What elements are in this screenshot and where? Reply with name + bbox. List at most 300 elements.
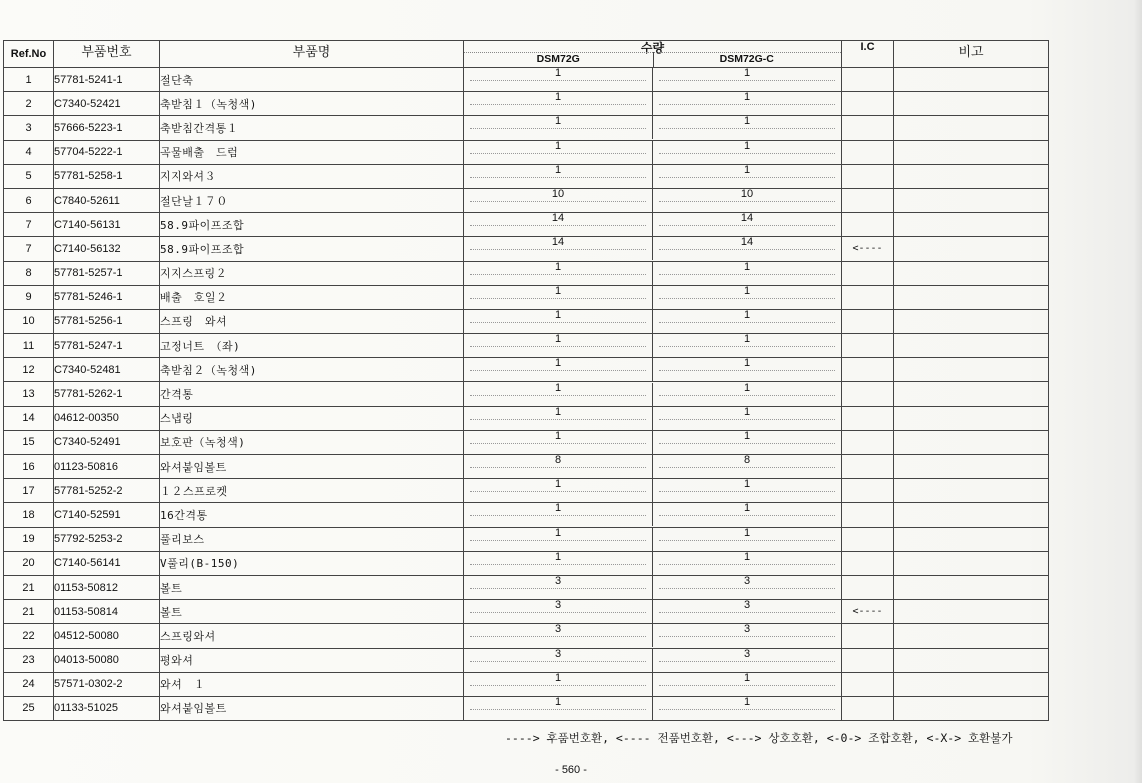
qty-dsm72g-c-cell (653, 552, 842, 575)
qty-dsm72g-c: 14 (740, 237, 754, 249)
header-ic: I.C (842, 41, 894, 68)
header-part-number: 부품번호 (54, 41, 160, 68)
part-name-cell: 지지와셔３ (160, 164, 464, 188)
qty-dsm72g-cell (464, 503, 653, 526)
ref-no-cell: 13 (4, 382, 54, 406)
quantity-cell (464, 309, 842, 333)
part-number-cell: 01153-50814 (54, 600, 160, 624)
remarks-cell (894, 68, 1049, 92)
part-name-cell: １２스프로켓 (160, 479, 464, 503)
ref-no-cell: 3 (4, 116, 54, 140)
table-row (4, 213, 1049, 237)
qty-dsm72g: 1 (554, 382, 562, 394)
qty-dsm72g-cell (464, 141, 653, 164)
quantity-cell (464, 406, 842, 430)
part-name-cell: 간격통 (160, 382, 464, 406)
qty-dsm72g-c: 10 (740, 189, 754, 201)
qty-dsm72g-c-cell (653, 383, 842, 406)
qty-dsm72g: 1 (554, 406, 562, 418)
ref-no-cell: 11 (4, 334, 54, 358)
part-name-cell: 축받침１（녹청색) (160, 92, 464, 116)
qty-dsm72g: 1 (554, 503, 562, 515)
ic-cell (842, 672, 894, 696)
part-name-cell: 와셔붙임볼트 (160, 455, 464, 479)
table-row (4, 600, 1049, 624)
part-number-cell: C7340-52421 (54, 92, 160, 116)
table-row (4, 309, 1049, 333)
part-number-cell: C7140-56141 (54, 551, 160, 575)
qty-dsm72g-c: 1 (743, 334, 751, 346)
part-number-cell: C7340-52481 (54, 358, 160, 382)
qty-dsm72g-c-cell (653, 503, 842, 526)
quantity-cell (464, 237, 842, 261)
part-name-cell: 절단축 (160, 68, 464, 92)
remarks-cell (894, 164, 1049, 188)
qty-dsm72g: 1 (554, 164, 562, 176)
qty-dsm72g: 1 (554, 309, 562, 321)
qty-dsm72g: 1 (554, 334, 562, 346)
page-number: - 560 - (555, 764, 587, 776)
ic-cell (842, 140, 894, 164)
qty-dsm72g-cell (464, 286, 653, 309)
ref-no-cell: 22 (4, 624, 54, 648)
part-number-cell: 04512-50080 (54, 624, 160, 648)
part-number-cell: C7340-52491 (54, 430, 160, 454)
table-row (4, 68, 1049, 92)
qty-dsm72g-c: 1 (743, 164, 751, 176)
table-row (4, 382, 1049, 406)
ref-no-cell: 7 (4, 237, 54, 261)
part-name-cell: 58.9파이프조합 (160, 237, 464, 261)
quantity-cell (464, 164, 842, 188)
table-row (4, 285, 1049, 309)
remarks-cell (894, 430, 1049, 454)
ref-no-cell: 7 (4, 213, 54, 237)
ic-cell (842, 551, 894, 575)
qty-dsm72g: 8 (554, 455, 562, 467)
ic-cell (842, 334, 894, 358)
remarks-cell (894, 358, 1049, 382)
part-number-cell: 57781-5241-1 (54, 68, 160, 92)
part-name-cell: 배출 호일２ (160, 285, 464, 309)
ref-no-cell: 16 (4, 455, 54, 479)
qty-dsm72g-cell (464, 649, 653, 672)
part-name-cell: 볼트 (160, 600, 464, 624)
ref-no-cell: 4 (4, 140, 54, 164)
header-quantity (464, 41, 842, 68)
part-number-cell: C7840-52611 (54, 188, 160, 212)
qty-dsm72g-c: 1 (743, 430, 751, 442)
part-name-cell: 와셔 １ (160, 672, 464, 696)
qty-dsm72g-c-cell (653, 600, 842, 623)
table-row (4, 430, 1049, 454)
table-row (4, 164, 1049, 188)
remarks-cell (894, 188, 1049, 212)
ic-cell (842, 309, 894, 333)
qty-dsm72g: 1 (554, 358, 562, 370)
qty-dsm72g-c-cell (653, 334, 842, 357)
ref-no-cell: 9 (4, 285, 54, 309)
qty-dsm72g-cell (464, 673, 653, 696)
ref-no-cell: 18 (4, 503, 54, 527)
part-name-cell: 스프링 와셔 (160, 309, 464, 333)
interchangeability-legend: ----> 후품번호환, <---- 전품번호환, <---> 상호호환, <-0-> 조합호환, <-X-> 호환불가 (505, 731, 1013, 745)
qty-dsm72g: 1 (554, 696, 562, 708)
part-number-cell: 57781-5247-1 (54, 334, 160, 358)
ref-no-cell: 1 (4, 68, 54, 92)
quantity-cell (464, 334, 842, 358)
parts-table (3, 40, 1049, 721)
ic-cell (842, 696, 894, 720)
quantity-cell (464, 213, 842, 237)
part-number-cell: C7140-56132 (54, 237, 160, 261)
qty-dsm72g-c: 1 (743, 503, 751, 515)
qty-dsm72g-c-cell (653, 165, 842, 188)
ic-cell (842, 455, 894, 479)
ref-no-cell: 14 (4, 406, 54, 430)
qty-dsm72g-c: 3 (743, 624, 751, 636)
qty-dsm72g-cell (464, 358, 653, 381)
qty-dsm72g-c: 1 (743, 309, 751, 321)
qty-dsm72g-c-cell (653, 310, 842, 333)
ic-cell (842, 285, 894, 309)
qty-dsm72g-c: 14 (740, 213, 754, 225)
qty-dsm72g-c-cell (653, 189, 842, 212)
table-row (4, 527, 1049, 551)
part-name-cell: 풀리보스 (160, 527, 464, 551)
qty-dsm72g-c-cell (653, 697, 842, 720)
part-number-cell: 57666-5223-1 (54, 116, 160, 140)
header-ref-no: Ref.No (4, 41, 54, 68)
ic-cell (842, 213, 894, 237)
quantity-cell (464, 140, 842, 164)
quantity-cell (464, 479, 842, 503)
qty-dsm72g: 1 (554, 672, 562, 684)
ref-no-cell: 6 (4, 188, 54, 212)
quantity-cell (464, 455, 842, 479)
quantity-cell (464, 624, 842, 648)
qty-dsm72g: 14 (551, 213, 565, 225)
ic-cell (842, 116, 894, 140)
ic-cell: <---- (842, 600, 894, 624)
qty-dsm72g-c-cell (653, 407, 842, 430)
quantity-cell (464, 358, 842, 382)
table-row (4, 261, 1049, 285)
quantity-cell (464, 116, 842, 140)
qty-dsm72g-c-cell (653, 92, 842, 115)
part-number-cell: C7140-52591 (54, 503, 160, 527)
qty-dsm72g-cell (464, 528, 653, 551)
qty-dsm72g-cell (464, 262, 653, 285)
qty-dsm72g-cell (464, 237, 653, 260)
remarks-cell (894, 503, 1049, 527)
qty-dsm72g-c-cell (653, 286, 842, 309)
remarks-cell (894, 527, 1049, 551)
table-row (4, 116, 1049, 140)
quantity-cell (464, 261, 842, 285)
qty-dsm72g-c: 8 (743, 455, 751, 467)
remarks-cell (894, 140, 1049, 164)
remarks-cell (894, 696, 1049, 720)
ic-cell (842, 430, 894, 454)
table-row (4, 648, 1049, 672)
header-model-dsm72g-c: DSM72G-C (719, 53, 774, 65)
qty-dsm72g-c-cell (653, 576, 842, 599)
qty-dsm72g-c: 1 (743, 140, 751, 152)
table-row (4, 455, 1049, 479)
ref-no-cell: 12 (4, 358, 54, 382)
table-row (4, 334, 1049, 358)
qty-dsm72g: 3 (554, 648, 562, 660)
qty-dsm72g-c-cell (653, 479, 842, 502)
qty-dsm72g-cell (464, 189, 653, 212)
remarks-cell (894, 551, 1049, 575)
ic-cell (842, 624, 894, 648)
qty-dsm72g-c: 1 (743, 261, 751, 273)
qty-dsm72g: 1 (554, 430, 562, 442)
remarks-cell (894, 285, 1049, 309)
ref-no-cell: 23 (4, 648, 54, 672)
part-name-cell: 평와셔 (160, 648, 464, 672)
table-row (4, 624, 1049, 648)
quantity-cell (464, 68, 842, 92)
table-row (4, 358, 1049, 382)
qty-dsm72g: 1 (554, 140, 562, 152)
qty-dsm72g-cell (464, 624, 653, 647)
part-name-cell: 스프링와셔 (160, 624, 464, 648)
ref-no-cell: 5 (4, 164, 54, 188)
ref-no-cell: 19 (4, 527, 54, 551)
quantity-cell (464, 382, 842, 406)
remarks-cell (894, 261, 1049, 285)
part-name-cell: V풀리(B-150) (160, 551, 464, 575)
part-number-cell: 04612-00350 (54, 406, 160, 430)
remarks-cell (894, 309, 1049, 333)
qty-dsm72g-cell (464, 92, 653, 115)
qty-dsm72g-c-cell (653, 649, 842, 672)
table-row (4, 188, 1049, 212)
qty-dsm72g-c: 1 (743, 285, 751, 297)
part-name-cell: 축받침２（녹청색) (160, 358, 464, 382)
part-number-cell: 57781-5252-2 (54, 479, 160, 503)
quantity-cell (464, 696, 842, 720)
part-number-cell: 57571-0302-2 (54, 672, 160, 696)
qty-dsm72g-c-cell (653, 141, 842, 164)
part-name-cell: 와셔붙임볼트 (160, 696, 464, 720)
qty-dsm72g: 3 (554, 576, 562, 588)
ic-cell: <---- (842, 237, 894, 261)
remarks-cell (894, 237, 1049, 261)
qty-dsm72g-cell (464, 407, 653, 430)
qty-dsm72g-cell (464, 431, 653, 454)
qty-dsm72g: 3 (554, 600, 562, 612)
table-row (4, 237, 1049, 261)
quantity-cell (464, 285, 842, 309)
remarks-cell (894, 600, 1049, 624)
qty-dsm72g-c: 1 (743, 672, 751, 684)
qty-dsm72g-c: 1 (743, 382, 751, 394)
qty-dsm72g-c-cell (653, 262, 842, 285)
part-number-cell: 01123-50816 (54, 455, 160, 479)
header-model-dsm72g: DSM72G (536, 53, 580, 65)
quantity-cell (464, 575, 842, 599)
qty-dsm72g: 1 (554, 261, 562, 273)
qty-dsm72g-c: 1 (743, 551, 751, 563)
ref-no-cell: 21 (4, 600, 54, 624)
ic-cell (842, 382, 894, 406)
qty-dsm72g-cell (464, 479, 653, 502)
qty-dsm72g-c-cell (653, 213, 842, 236)
ref-no-cell: 10 (4, 309, 54, 333)
remarks-cell (894, 334, 1049, 358)
remarks-cell (894, 382, 1049, 406)
qty-dsm72g: 1 (554, 551, 562, 563)
part-number-cell: 57781-5256-1 (54, 309, 160, 333)
qty-dsm72g-c: 1 (743, 696, 751, 708)
ref-no-cell: 24 (4, 672, 54, 696)
part-number-cell: 57781-5258-1 (54, 164, 160, 188)
part-number-cell: 01153-50812 (54, 575, 160, 599)
part-name-cell: 16간격통 (160, 503, 464, 527)
qty-dsm72g-cell (464, 552, 653, 575)
quantity-cell (464, 648, 842, 672)
remarks-cell (894, 116, 1049, 140)
ic-cell (842, 261, 894, 285)
part-name-cell: 지지스프링２ (160, 261, 464, 285)
qty-dsm72g-c: 3 (743, 600, 751, 612)
header-part-name: 부품명 (160, 41, 464, 68)
remarks-cell (894, 624, 1049, 648)
qty-dsm72g-c: 1 (743, 406, 751, 418)
ic-cell (842, 648, 894, 672)
qty-dsm72g-cell (464, 310, 653, 333)
qty-dsm72g-cell (464, 576, 653, 599)
qty-dsm72g-cell (464, 116, 653, 139)
ref-no-cell: 8 (4, 261, 54, 285)
qty-dsm72g-c: 1 (743, 358, 751, 370)
part-name-cell: 곡물배출 드럼 (160, 140, 464, 164)
qty-dsm72g-c-cell (653, 431, 842, 454)
qty-dsm72g-cell (464, 383, 653, 406)
table-header-row (4, 41, 1049, 68)
qty-dsm72g: 1 (554, 285, 562, 297)
qty-dsm72g: 10 (551, 189, 565, 201)
ref-no-cell: 17 (4, 479, 54, 503)
qty-dsm72g-c: 3 (743, 648, 751, 660)
quantity-cell (464, 600, 842, 624)
qty-dsm72g-c-cell (653, 624, 842, 647)
part-number-cell: 57781-5262-1 (54, 382, 160, 406)
remarks-cell (894, 575, 1049, 599)
ic-cell (842, 479, 894, 503)
ref-no-cell: 20 (4, 551, 54, 575)
header-quantity-label: 수량 (640, 41, 665, 55)
quantity-cell (464, 551, 842, 575)
part-number-cell: 57781-5257-1 (54, 261, 160, 285)
ref-no-cell: 2 (4, 92, 54, 116)
qty-dsm72g: 14 (551, 237, 565, 249)
ref-no-cell: 15 (4, 430, 54, 454)
part-number-cell: 04013-50080 (54, 648, 160, 672)
part-name-cell: 58.9파이프조합 (160, 213, 464, 237)
table-row (4, 479, 1049, 503)
qty-dsm72g-c: 1 (743, 92, 751, 104)
part-number-cell: 01133-51025 (54, 696, 160, 720)
table-row (4, 696, 1049, 720)
qty-dsm72g-c: 1 (743, 527, 751, 539)
qty-dsm72g: 1 (554, 479, 562, 491)
ic-cell (842, 164, 894, 188)
qty-dsm72g: 3 (554, 624, 562, 636)
ic-cell (842, 406, 894, 430)
qty-dsm72g-cell (464, 334, 653, 357)
remarks-cell (894, 455, 1049, 479)
qty-dsm72g: 1 (554, 527, 562, 539)
remarks-cell (894, 406, 1049, 430)
qty-dsm72g-cell (464, 600, 653, 623)
ic-cell (842, 527, 894, 551)
ic-cell (842, 575, 894, 599)
quantity-cell (464, 503, 842, 527)
ic-cell (842, 92, 894, 116)
quantity-cell (464, 527, 842, 551)
qty-dsm72g-c: 3 (743, 576, 751, 588)
ic-cell (842, 68, 894, 92)
qty-dsm72g-c-cell (653, 455, 842, 478)
ic-cell (842, 503, 894, 527)
qty-dsm72g: 1 (554, 68, 562, 80)
part-number-cell: 57792-5253-2 (54, 527, 160, 551)
quantity-cell (464, 92, 842, 116)
qty-dsm72g: 1 (554, 116, 562, 128)
header-remarks: 비고 (894, 41, 1049, 68)
qty-dsm72g-c-cell (653, 358, 842, 381)
ref-no-cell: 21 (4, 575, 54, 599)
remarks-cell (894, 479, 1049, 503)
qty-dsm72g-c-cell (653, 68, 842, 91)
ic-cell (842, 358, 894, 382)
part-number-cell: 57704-5222-1 (54, 140, 160, 164)
part-number-cell: 57781-5246-1 (54, 285, 160, 309)
ref-no-cell: 25 (4, 696, 54, 720)
quantity-cell (464, 188, 842, 212)
qty-dsm72g-c-cell (653, 673, 842, 696)
quantity-cell (464, 430, 842, 454)
table-row (4, 92, 1049, 116)
part-name-cell: 절단날１７０ (160, 188, 464, 212)
part-name-cell: 보호판（녹청색) (160, 430, 464, 454)
table-row (4, 672, 1049, 696)
qty-dsm72g-c-cell (653, 528, 842, 551)
part-name-cell: 볼트 (160, 575, 464, 599)
qty-dsm72g-cell (464, 68, 653, 91)
remarks-cell (894, 213, 1049, 237)
qty-dsm72g-cell (464, 213, 653, 236)
table-row (4, 575, 1049, 599)
table-row (4, 503, 1049, 527)
table-row (4, 140, 1049, 164)
remarks-cell (894, 672, 1049, 696)
part-name-cell: 고정너트 （좌) (160, 334, 464, 358)
qty-dsm72g-c: 1 (743, 116, 751, 128)
qty-dsm72g-cell (464, 455, 653, 478)
qty-dsm72g-c-cell (653, 237, 842, 260)
qty-dsm72g-c: 1 (743, 479, 751, 491)
table-row (4, 551, 1049, 575)
qty-dsm72g-cell (464, 165, 653, 188)
qty-dsm72g-cell (464, 697, 653, 720)
table-row (4, 406, 1049, 430)
